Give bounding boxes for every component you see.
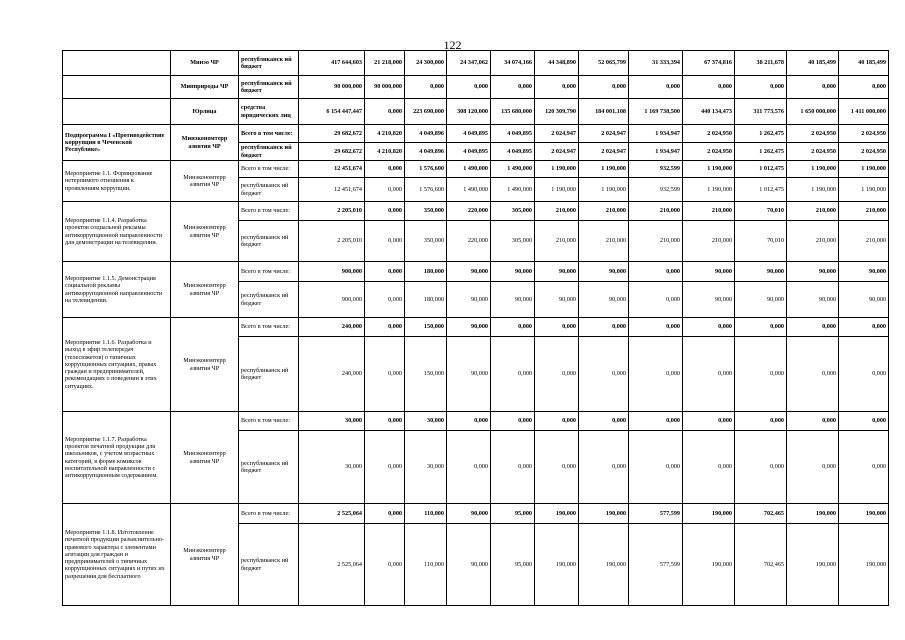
amount-cell: 95,000 <box>491 504 535 524</box>
amount-cell: 0,000 <box>787 431 839 504</box>
responsible-cell: Минприроды ЧР <box>171 76 239 99</box>
amount-cell: 0,000 <box>839 318 889 337</box>
amount-cell: 180,000 <box>405 262 447 282</box>
amount-cell: 0,000 <box>629 412 683 431</box>
amount-cell: 90,000 <box>447 337 491 412</box>
program-cell <box>63 51 171 76</box>
amount-cell: 1 576,600 <box>405 161 447 178</box>
amount-cell: 52 065,799 <box>579 51 629 76</box>
amount-cell: 1 576,600 <box>405 178 447 202</box>
amount-cell: 1 262,475 <box>735 143 787 161</box>
table-row <box>63 318 889 337</box>
amount-cell: 90,000 <box>447 524 491 606</box>
responsible-cell: Юрлица <box>171 99 239 125</box>
amount-cell: 110,000 <box>405 524 447 606</box>
amount-cell: 12 451,674 <box>299 161 365 178</box>
amount-cell: 90,000 <box>491 282 535 318</box>
amount-cell: 0,000 <box>683 412 735 431</box>
amount-cell: 0,000 <box>579 337 629 412</box>
amount-cell: 90 000,000 <box>365 76 405 99</box>
amount-cell: 577,599 <box>629 504 683 524</box>
source-cell: Всего в том числе: <box>239 262 299 282</box>
program-cell <box>63 76 171 99</box>
amount-cell: 0,000 <box>579 318 629 337</box>
amount-cell: 90,000 <box>787 282 839 318</box>
amount-cell: 0,000 <box>365 161 405 178</box>
amount-cell: 0,000 <box>535 318 579 337</box>
amount-cell: 2 024,950 <box>839 125 889 143</box>
amount-cell: 1 190,000 <box>683 161 735 178</box>
source-cell: Всего в том числе: <box>239 318 299 337</box>
amount-cell: 2 024,950 <box>839 143 889 161</box>
amount-cell: 210,000 <box>629 221 683 262</box>
amount-cell: 0,000 <box>735 412 787 431</box>
amount-cell: 31 333,394 <box>629 51 683 76</box>
amount-cell: 2 024,950 <box>787 125 839 143</box>
amount-cell: 1 411 000,000 <box>839 99 889 125</box>
amount-cell: 1 490,000 <box>491 161 535 178</box>
amount-cell: 0,000 <box>365 202 405 221</box>
amount-cell: 0,000 <box>735 76 787 99</box>
amount-cell: 4 049,895 <box>447 125 491 143</box>
source-cell: республиканск ий бюджет <box>239 431 299 504</box>
table-row <box>63 202 889 221</box>
amount-cell: 350,000 <box>405 202 447 221</box>
amount-cell: 1 190,000 <box>683 178 735 202</box>
amount-cell: 0,000 <box>365 282 405 318</box>
amount-cell: 4 210,820 <box>365 125 405 143</box>
amount-cell: 0,000 <box>579 412 629 431</box>
amount-cell: 0,000 <box>491 76 535 99</box>
amount-cell: 1 190,000 <box>787 161 839 178</box>
amount-cell: 210,000 <box>535 221 579 262</box>
amount-cell: 2 024,947 <box>535 143 579 161</box>
amount-cell: 38 211,678 <box>735 51 787 76</box>
amount-cell: 1 490,000 <box>447 161 491 178</box>
amount-cell: 1 934,947 <box>629 125 683 143</box>
source-cell: республиканск ий бюджет <box>239 51 299 76</box>
amount-cell: 0,000 <box>629 318 683 337</box>
amount-cell: 2 024,950 <box>683 143 735 161</box>
program-cell: Мероприятие 1.1. Формирование нетерпимого отношения к проявлениям коррупции. <box>63 161 171 202</box>
table-row <box>63 412 889 431</box>
amount-cell: 0,000 <box>787 337 839 412</box>
source-cell: Всего в том числе: <box>239 504 299 524</box>
amount-cell: 210,000 <box>839 202 889 221</box>
amount-cell: 4 049,895 <box>447 143 491 161</box>
amount-cell: 0,000 <box>683 318 735 337</box>
source-cell: республиканск ий бюджет <box>239 337 299 412</box>
amount-cell: 2 024,947 <box>579 143 629 161</box>
amount-cell: 440 134,473 <box>683 99 735 125</box>
amount-cell: 150,000 <box>405 318 447 337</box>
amount-cell: 4 049,895 <box>491 143 535 161</box>
amount-cell: 0,000 <box>787 318 839 337</box>
amount-cell: 40 185,499 <box>839 51 889 76</box>
amount-cell: 90,000 <box>579 282 629 318</box>
amount-cell: 0,000 <box>629 76 683 99</box>
amount-cell: 0,000 <box>365 337 405 412</box>
amount-cell: 150,000 <box>405 337 447 412</box>
program-cell: Мероприятие 1.1.7. Разработка проектов печатной продукции для школьников, с учетом возрастных категорий, в форме комиксов воспитательной направленности с антикоррупционным содержанием. <box>63 412 171 504</box>
amount-cell: 90,000 <box>535 262 579 282</box>
amount-cell: 24 300,000 <box>405 51 447 76</box>
amount-cell: 1 190,000 <box>535 161 579 178</box>
source-cell: республиканск ий бюджет <box>239 282 299 318</box>
amount-cell: 184 001,108 <box>579 99 629 125</box>
amount-cell: 30,000 <box>405 412 447 431</box>
amount-cell: 0,000 <box>683 337 735 412</box>
amount-cell: 311 773,576 <box>735 99 787 125</box>
amount-cell: 40 185,499 <box>787 51 839 76</box>
amount-cell: 1 190,000 <box>535 178 579 202</box>
amount-cell: 932,599 <box>629 161 683 178</box>
amount-cell: 0,000 <box>447 76 491 99</box>
amount-cell: 190,000 <box>579 524 629 606</box>
amount-cell: 210,000 <box>683 221 735 262</box>
amount-cell: 2 525,064 <box>299 504 365 524</box>
amount-cell: 900,000 <box>299 262 365 282</box>
amount-cell: 0,000 <box>535 431 579 504</box>
amount-cell: 190,000 <box>535 504 579 524</box>
amount-cell: 90,000 <box>447 262 491 282</box>
amount-cell: 190,000 <box>787 504 839 524</box>
amount-cell: 44 348,890 <box>535 51 579 76</box>
amount-cell: 0,000 <box>365 431 405 504</box>
amount-cell: 0,000 <box>491 431 535 504</box>
amount-cell: 1 190,000 <box>787 178 839 202</box>
amount-cell: 4 049,895 <box>491 125 535 143</box>
amount-cell: 0,000 <box>365 99 405 125</box>
page-number: 122 <box>443 38 462 52</box>
source-cell: Всего в том числе: <box>239 125 299 143</box>
source-cell: республиканск ий бюджет <box>239 524 299 606</box>
amount-cell: 12 451,674 <box>299 178 365 202</box>
amount-cell: 1 190,000 <box>839 161 889 178</box>
responsible-cell: Минэкономтерр азвития ЧР <box>171 125 239 161</box>
source-cell: республиканск ий бюджет <box>239 221 299 262</box>
amount-cell: 120 309,790 <box>535 99 579 125</box>
amount-cell: 1 490,000 <box>447 178 491 202</box>
amount-cell: 90,000 <box>683 282 735 318</box>
program-cell: Мероприятие 1.1.8. Изготовление печатной продукции разъяснительно-правового характера с элементами агитации для граждан и предпринимателей о типичных коррупционных ситуациях и путях их разрешения для бесплатного <box>63 504 171 606</box>
amount-cell: 1 012,475 <box>735 178 787 202</box>
amount-cell: 90,000 <box>735 262 787 282</box>
program-cell: Мероприятие 1.1.6. Разработка и выход в эфир телепередач (телесюжетов) о типичных коррупционных ситуациях, правах граждан и предпринимателей, рекомендациях о поведении в этих ситуациях. <box>63 318 171 412</box>
source-cell: средства юридических лиц <box>239 99 299 125</box>
amount-cell: 417 644,603 <box>299 51 365 76</box>
amount-cell: 0,000 <box>839 76 889 99</box>
table-row <box>63 76 889 99</box>
amount-cell: 210,000 <box>683 202 735 221</box>
amount-cell: 0,000 <box>365 178 405 202</box>
amount-cell: 30,000 <box>405 431 447 504</box>
amount-cell: 2 024,947 <box>535 125 579 143</box>
table-row <box>63 262 889 282</box>
amount-cell: 90,000 <box>491 262 535 282</box>
amount-cell: 210,000 <box>839 221 889 262</box>
amount-cell: 210,000 <box>535 202 579 221</box>
amount-cell: 0,000 <box>535 76 579 99</box>
amount-cell: 0,000 <box>787 412 839 431</box>
source-cell: республиканск ий бюджет <box>239 178 299 202</box>
amount-cell: 4 049,896 <box>405 143 447 161</box>
amount-cell: 0,000 <box>447 412 491 431</box>
amount-cell: 240,000 <box>299 337 365 412</box>
amount-cell: 577,599 <box>629 524 683 606</box>
amount-cell: 223 690,000 <box>405 99 447 125</box>
amount-cell: 0,000 <box>491 318 535 337</box>
amount-cell: 0,000 <box>447 431 491 504</box>
source-cell: республиканск ий бюджет <box>239 76 299 99</box>
table-body <box>63 51 889 606</box>
amount-cell: 90,000 <box>535 282 579 318</box>
amount-cell: 24 347,062 <box>447 51 491 76</box>
amount-cell: 220,000 <box>447 221 491 262</box>
amount-cell: 29 682,672 <box>299 143 365 161</box>
amount-cell: 190,000 <box>839 504 889 524</box>
amount-cell: 0,000 <box>535 412 579 431</box>
amount-cell: 220,000 <box>447 202 491 221</box>
amount-cell: 210,000 <box>629 202 683 221</box>
amount-cell: 0,000 <box>491 412 535 431</box>
amount-cell: 190,000 <box>839 524 889 606</box>
program-cell: Подпрограмма I «Противодействие коррупции в Чеченской Республике» <box>63 125 171 161</box>
amount-cell: 0,000 <box>683 431 735 504</box>
amount-cell: 210,000 <box>787 221 839 262</box>
amount-cell: 190,000 <box>535 524 579 606</box>
amount-cell: 0,000 <box>365 524 405 606</box>
amount-cell: 2 205,010 <box>299 221 365 262</box>
amount-cell: 1 262,475 <box>735 125 787 143</box>
amount-cell: 2 024,947 <box>579 125 629 143</box>
table-row <box>63 51 889 76</box>
amount-cell: 2 205,010 <box>299 202 365 221</box>
amount-cell: 30,000 <box>299 431 365 504</box>
amount-cell: 190,000 <box>579 504 629 524</box>
responsible-cell: Минэкономтерр азвития ЧР <box>171 161 239 202</box>
amount-cell: 90,000 <box>447 282 491 318</box>
source-cell: республиканск ий бюджет <box>239 143 299 161</box>
amount-cell: 90,000 <box>447 504 491 524</box>
amount-cell: 70,010 <box>735 202 787 221</box>
amount-cell: 190,000 <box>683 504 735 524</box>
amount-cell: 1 650 000,000 <box>787 99 839 125</box>
amount-cell: 210,000 <box>579 202 629 221</box>
amount-cell: 90,000 <box>787 262 839 282</box>
amount-cell: 0,000 <box>405 76 447 99</box>
amount-cell: 190,000 <box>787 524 839 606</box>
table-row <box>63 99 889 125</box>
amount-cell: 2 024,950 <box>787 143 839 161</box>
amount-cell: 0,000 <box>365 412 405 431</box>
amount-cell: 0,000 <box>629 337 683 412</box>
amount-cell: 90,000 <box>683 262 735 282</box>
amount-cell: 0,000 <box>365 221 405 262</box>
amount-cell: 0,000 <box>365 262 405 282</box>
amount-cell: 350,000 <box>405 221 447 262</box>
amount-cell: 4 049,896 <box>405 125 447 143</box>
amount-cell: 95,000 <box>491 524 535 606</box>
amount-cell: 4 210,820 <box>365 143 405 161</box>
responsible-cell: Минэкономтерр азвития ЧР <box>171 412 239 504</box>
amount-cell: 1 490,000 <box>491 178 535 202</box>
amount-cell: 210,000 <box>579 221 629 262</box>
amount-cell: 932,599 <box>629 178 683 202</box>
amount-cell: 702,465 <box>735 504 787 524</box>
responsible-cell: Минэкономтерр азвития ЧР <box>171 202 239 262</box>
amount-cell: 0,000 <box>629 262 683 282</box>
amount-cell: 180,000 <box>405 282 447 318</box>
amount-cell: 0,000 <box>629 282 683 318</box>
amount-cell: 29 682,672 <box>299 125 365 143</box>
amount-cell: 90 000,000 <box>299 76 365 99</box>
amount-cell: 6 154 447,447 <box>299 99 365 125</box>
amount-cell: 0,000 <box>735 337 787 412</box>
amount-cell: 0,000 <box>735 431 787 504</box>
amount-cell: 240,000 <box>299 318 365 337</box>
amount-cell: 21 218,000 <box>365 51 405 76</box>
amount-cell: 0,000 <box>491 337 535 412</box>
table-row <box>63 125 889 143</box>
source-cell: Всего в том числе: <box>239 161 299 178</box>
responsible-cell: Минэо ЧР <box>171 51 239 76</box>
amount-cell: 1 169 738,500 <box>629 99 683 125</box>
amount-cell: 0,000 <box>365 318 405 337</box>
table-row <box>63 504 889 524</box>
amount-cell: 210,000 <box>787 202 839 221</box>
table-row <box>63 161 889 178</box>
amount-cell: 702,465 <box>735 524 787 606</box>
amount-cell: 1 190,000 <box>579 161 629 178</box>
amount-cell: 30,000 <box>299 412 365 431</box>
budget-table <box>62 50 889 606</box>
amount-cell: 90,000 <box>735 282 787 318</box>
amount-cell: 90,000 <box>447 318 491 337</box>
amount-cell: 90,000 <box>579 262 629 282</box>
amount-cell: 0,000 <box>579 76 629 99</box>
amount-cell: 135 680,000 <box>491 99 535 125</box>
amount-cell: 1 190,000 <box>579 178 629 202</box>
amount-cell: 305,000 <box>491 221 535 262</box>
amount-cell: 2 024,950 <box>683 125 735 143</box>
amount-cell: 0,000 <box>365 504 405 524</box>
amount-cell: 900,000 <box>299 282 365 318</box>
amount-cell: 0,000 <box>839 412 889 431</box>
responsible-cell: Минэкономтерр азвития ЧР <box>171 262 239 318</box>
amount-cell: 0,000 <box>839 337 889 412</box>
amount-cell: 2 525,064 <box>299 524 365 606</box>
program-cell: Мероприятие 1.1.4. Разработка проектов социальной рекламы антикоррупционной направленности для демонстрации на телевидении. <box>63 202 171 262</box>
amount-cell: 0,000 <box>629 431 683 504</box>
amount-cell: 0,000 <box>735 318 787 337</box>
amount-cell: 1 190,000 <box>839 178 889 202</box>
amount-cell: 305,000 <box>491 202 535 221</box>
amount-cell: 190,000 <box>683 524 735 606</box>
responsible-cell: Минэкономтерр азвития ЧР <box>171 318 239 412</box>
amount-cell: 0,000 <box>579 431 629 504</box>
amount-cell: 0,000 <box>683 76 735 99</box>
amount-cell: 70,010 <box>735 221 787 262</box>
amount-cell: 0,000 <box>839 431 889 504</box>
amount-cell: 0,000 <box>787 76 839 99</box>
amount-cell: 110,000 <box>405 504 447 524</box>
source-cell: Всего в том числе: <box>239 412 299 431</box>
amount-cell: 1 934,947 <box>629 143 683 161</box>
amount-cell: 90,000 <box>839 282 889 318</box>
source-cell: Всего в том числе: <box>239 202 299 221</box>
amount-cell: 34 074,166 <box>491 51 535 76</box>
program-cell <box>63 99 171 125</box>
program-cell: Мероприятие 1.1.5. Демонстрация социальной рекламы антикоррупционной направленности на телевидении. <box>63 262 171 318</box>
amount-cell: 308 120,000 <box>447 99 491 125</box>
responsible-cell: Минэкономтерр азвития ЧР <box>171 504 239 606</box>
amount-cell: 0,000 <box>535 337 579 412</box>
amount-cell: 90,000 <box>839 262 889 282</box>
amount-cell: 1 012,475 <box>735 161 787 178</box>
amount-cell: 67 374,816 <box>683 51 735 76</box>
